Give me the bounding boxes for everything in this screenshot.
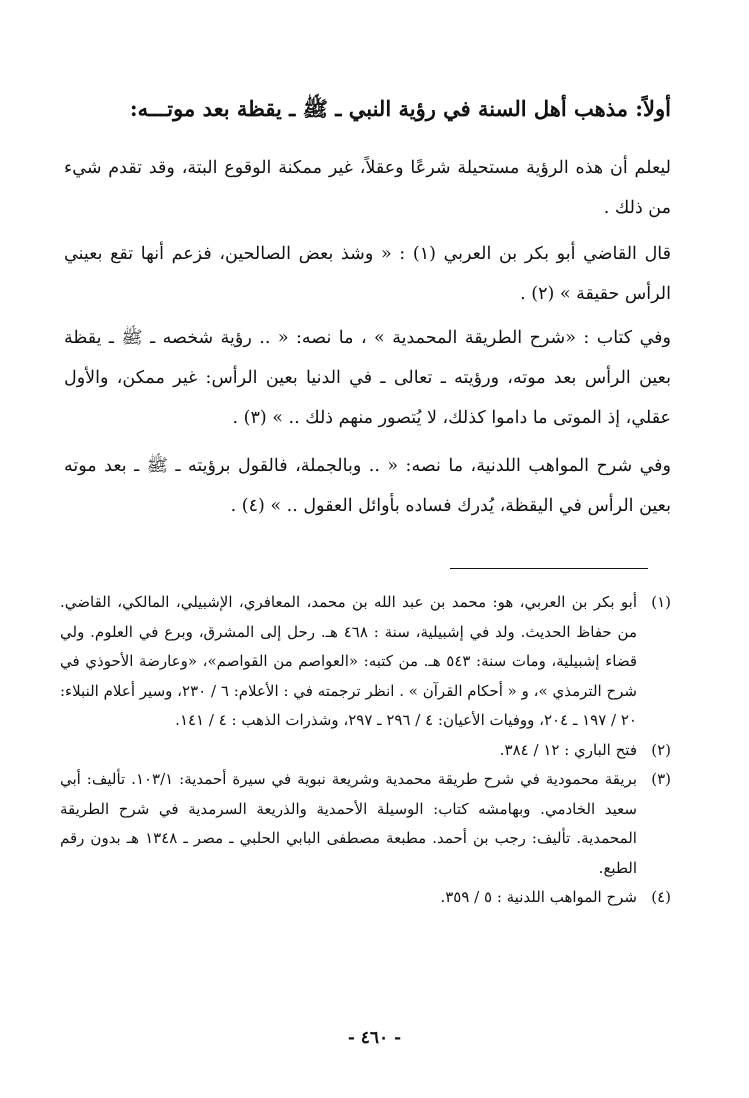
footnote-text: بريقة محمودية في شرح طريقة محمدية وشريعة نبوية في سيرة أحمدية: ١٠٣/١. تأليف: أبي سعيد الخادمي. وبهامشه كتاب: الوسيلة الأحمدية والذريعة السرمدية في شرح الطريقة المحمدية. تأليف: رجب بن أحمد. مطبعة مصطفى البابي الحلبي ـ مصر ـ ١٣٤٨ هـ بدون رقم الطبع. <box>60 770 637 877</box>
footnote-number: (١) <box>651 593 671 611</box>
section-heading: أولاً: مذهب أهل السنة في رؤية النبي ـ ﷺ ـ يقظة بعد موتـــه: <box>129 96 671 121</box>
footnote-4 <box>60 883 671 913</box>
footnotes <box>60 588 671 913</box>
footnote-number: (٣) <box>651 770 671 788</box>
footnote-text: أبو بكر بن العربي، هو: محمد بن عبد الله بن محمد، المعافري، الإشبيلي، المالكي، القاضي. من حفاظ الحديث. ولد في إشبيلية، سنة : ٤٦٨ هـ. رحل إلى المشرق، وبرع في العلوم. ولي قضاء إشبيلية، ومات سنة: ٥٤٣ هـ. من كتبه: «العواصم من القواصم»، «وعارضة الأحوذي في شرح الترمذي »، و « أحكام القرآن » . انظر ترجمته في : الأعلام: ٦ / ٢٣٠، وسير أعلام النبلاء: ٢٠ / ١٩٧ ـ ٢٠٤، ووفيات الأعيان: ٤ / ٢٩٦ ـ ٢٩٧، وشذرات الذهب : ٤ / ١٤١. <box>60 593 637 729</box>
page-number: - ٤٦٠ - <box>347 1028 402 1048</box>
body-paragraph-3: وفي كتاب : «شرح الطريقة المحمدية » ، ما نصه: « .. رؤية شخصه ـ ﷺ ـ يقظة بعين الرأس بعد موته، ورؤيته ـ تعالى ـ في الدنيا بعين الرأس: غير ممكن، والأول عقلي، إذ الموتى ما داموا كذلك، لا يُتصور منهم ذلك .. » (٣) . <box>64 328 671 428</box>
footnote-number: (٤) <box>651 888 671 906</box>
body-paragraph-1: ليعلم أن هذه الرؤية مستحيلة شرعًا وعقلاً، غير ممكنة الوقوع البتة، وقد تقدم شيء من ذلك . <box>64 158 671 218</box>
body-paragraph-4: وفي شرح المواهب اللدنية، ما نصه: « .. وبالجملة، فالقول برؤيته ـ ﷺ ـ بعد موته بعين الرأس في اليقظة، يُدرك فساده بأوائل العقول .. » (٤) . <box>64 456 671 516</box>
body-paragraph-2: قال القاضي أبو بكر بن العربي (١) : « وشذ بعض الصالحين، فزعم أنها تقع بعيني الرأس حقيقة » (٢) . <box>64 244 671 304</box>
footnote-3 <box>60 765 671 883</box>
footnote-text: فتح الباري : ١٢ / ٣٨٤. <box>499 740 637 759</box>
footnote-1 <box>60 588 671 736</box>
footnote-text: شرح المواهب اللدنية : ٥ / ٣٥٩. <box>440 888 637 906</box>
footnote-separator <box>450 568 648 569</box>
footnote-number: (٢) <box>651 740 671 759</box>
footnote-2 <box>60 736 671 766</box>
